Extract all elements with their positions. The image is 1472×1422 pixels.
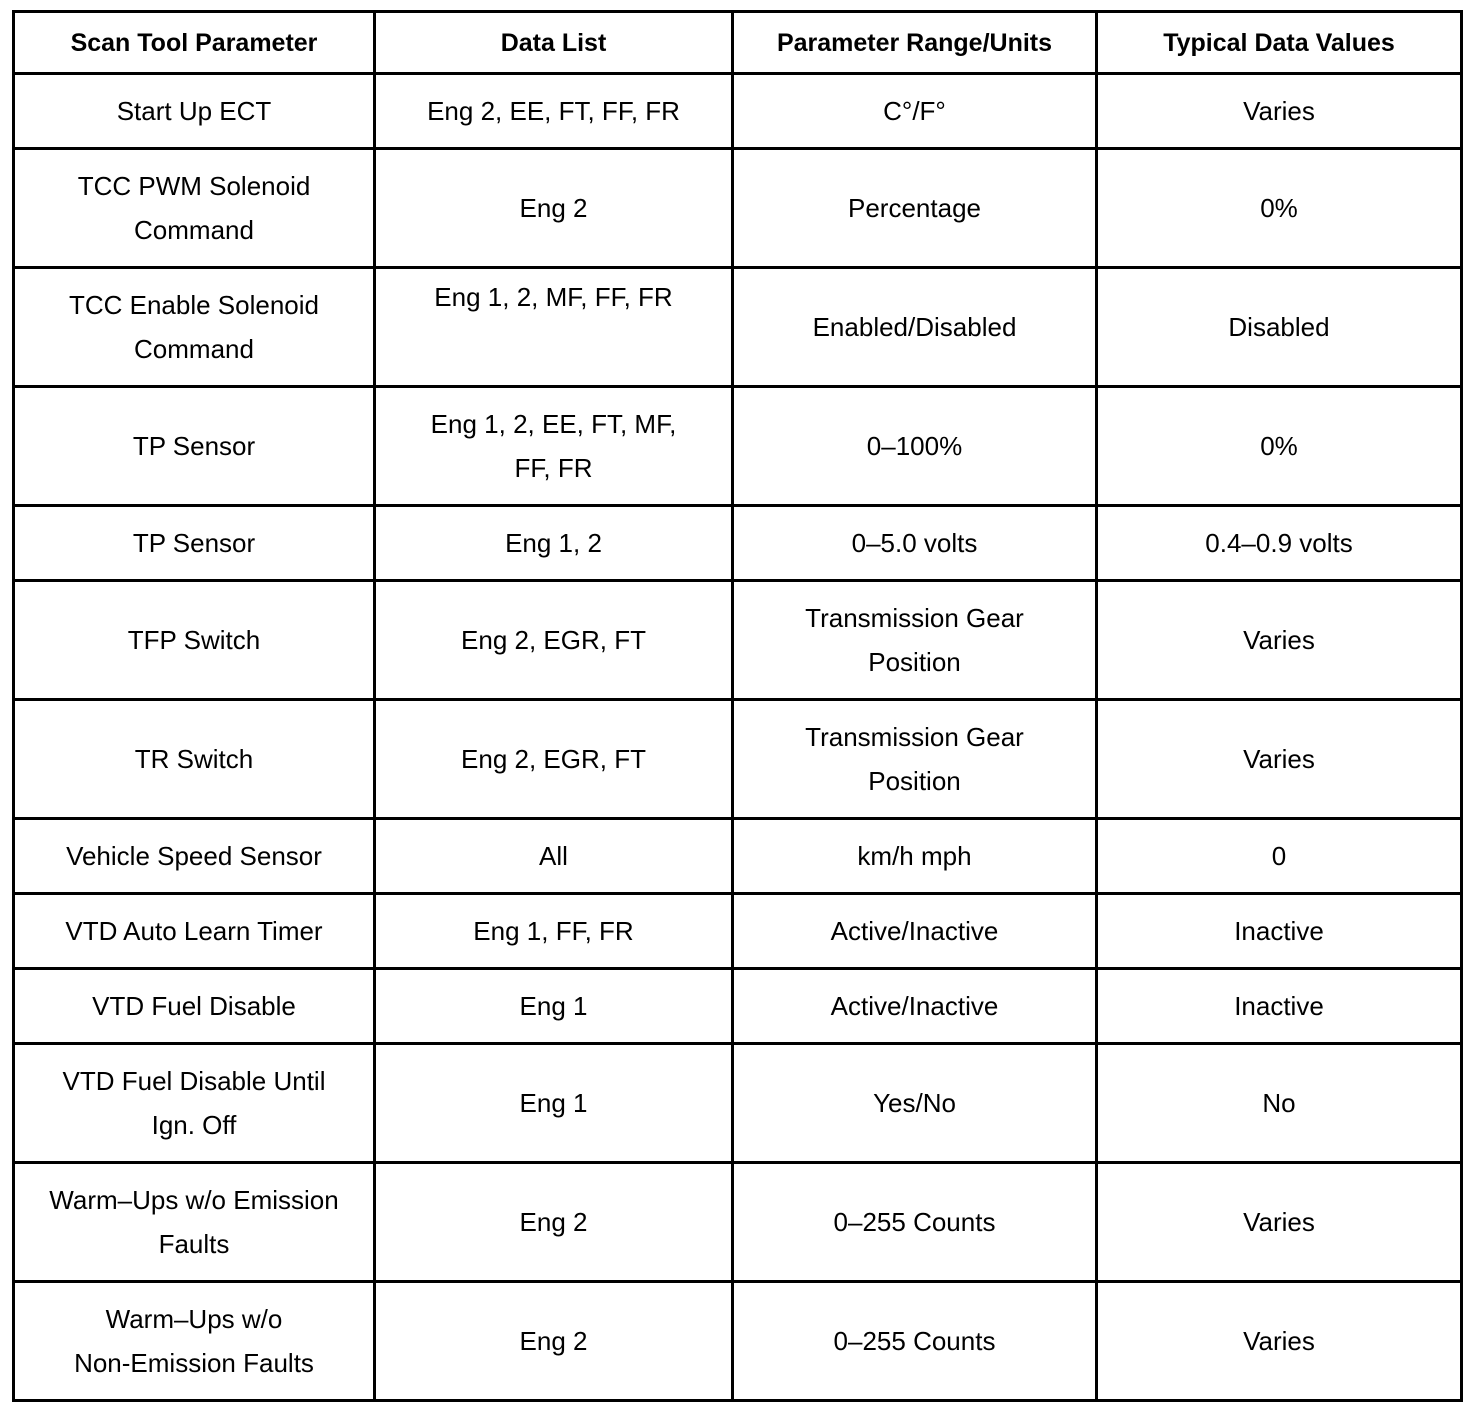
cell-data-list-line: Eng 1, FF, FR (473, 916, 634, 946)
cell-parameter-range-units (733, 1044, 1097, 1163)
cell-typical-data-value-line: Varies (1243, 744, 1315, 774)
cell-scan-tool-parameter-line: TP Sensor (132, 528, 256, 558)
cell-scan-tool-parameter-line: VTD Auto Learn Timer (65, 916, 323, 946)
cell-scan-tool-parameter (14, 74, 375, 149)
cell-parameter-range-units (733, 1282, 1097, 1401)
cell-parameter-range-units-line: km/h mph (857, 841, 972, 871)
cell-scan-tool-parameter (14, 387, 375, 506)
cell-typical-data-value (1097, 506, 1462, 581)
cell-data-list (375, 581, 733, 700)
cell-parameter-range-units (733, 149, 1097, 268)
cell-data-list-line: Eng 1, 2, MF, FF, FR (434, 282, 673, 312)
cell-scan-tool-parameter-line: Command (134, 215, 254, 245)
cell-scan-tool-parameter-line: TCC Enable Solenoid (68, 290, 320, 320)
table-row (14, 268, 1462, 387)
cell-scan-tool-parameter (14, 894, 375, 969)
table-row (14, 581, 1462, 700)
cell-parameter-range-units-line: Active/Inactive (830, 991, 999, 1021)
cell-data-list (375, 387, 733, 506)
table-row (14, 819, 1462, 894)
cell-parameter-range-units-line: 0–5.0 volts (851, 528, 978, 558)
cell-parameter-range-units (733, 268, 1097, 387)
cell-typical-data-value-line: Varies (1243, 625, 1315, 655)
cell-typical-data-value (1097, 1282, 1462, 1401)
cell-typical-data-value-line: 0% (1260, 193, 1298, 223)
header-data-list: Data List (375, 12, 733, 74)
cell-data-list-line: Eng 2 (519, 193, 588, 223)
cell-typical-data-value (1097, 819, 1462, 894)
cell-data-list-line: Eng 1, 2 (505, 528, 602, 558)
table-row (14, 506, 1462, 581)
cell-typical-data-value (1097, 894, 1462, 969)
cell-scan-tool-parameter-line: Faults (158, 1229, 230, 1259)
cell-data-list (375, 969, 733, 1044)
cell-typical-data-value-line: Varies (1243, 96, 1315, 126)
header-parameter-range-units: Parameter Range/Units (733, 12, 1097, 74)
scan-tool-parameter-table (12, 10, 1463, 1402)
header-row (14, 12, 1462, 74)
cell-data-list-line: Eng 2 (519, 1326, 588, 1356)
cell-typical-data-value-line: Varies (1243, 1207, 1315, 1237)
cell-parameter-range-units-line: Transmission Gear (805, 722, 1024, 752)
cell-typical-data-value-line: Inactive (1234, 991, 1324, 1021)
table-row (14, 894, 1462, 969)
table-row (14, 969, 1462, 1044)
cell-scan-tool-parameter-line: TP Sensor (132, 431, 256, 461)
cell-scan-tool-parameter-line: TCC PWM Solenoid (77, 171, 311, 201)
cell-parameter-range-units-line: Enabled/Disabled (812, 312, 1017, 342)
cell-scan-tool-parameter (14, 581, 375, 700)
cell-scan-tool-parameter-line: Non-Emission Faults (74, 1348, 314, 1378)
cell-typical-data-value (1097, 149, 1462, 268)
cell-data-list (375, 894, 733, 969)
cell-typical-data-value-line: Disabled (1228, 312, 1330, 342)
cell-data-list (375, 149, 733, 268)
cell-typical-data-value (1097, 969, 1462, 1044)
cell-scan-tool-parameter (14, 1044, 375, 1163)
cell-typical-data-value-line: 0% (1260, 431, 1298, 461)
cell-parameter-range-units (733, 700, 1097, 819)
header-typical-data-values: Typical Data Values (1097, 12, 1462, 74)
cell-parameter-range-units (733, 819, 1097, 894)
table-row (14, 387, 1462, 506)
cell-scan-tool-parameter (14, 1163, 375, 1282)
cell-data-list-line: FF, FR (514, 453, 593, 483)
cell-typical-data-value-line: No (1262, 1088, 1296, 1118)
cell-parameter-range-units-line: Active/Inactive (830, 916, 999, 946)
cell-parameter-range-units (733, 1163, 1097, 1282)
cell-parameter-range-units-line: Position (868, 647, 961, 677)
cell-data-list-line: Eng 1, 2, EE, FT, MF, (430, 409, 677, 439)
cell-data-list (375, 74, 733, 149)
cell-typical-data-value (1097, 581, 1462, 700)
table-row (14, 74, 1462, 149)
cell-scan-tool-parameter (14, 149, 375, 268)
cell-typical-data-value (1097, 74, 1462, 149)
cell-typical-data-value (1097, 268, 1462, 387)
cell-typical-data-value (1097, 1044, 1462, 1163)
cell-typical-data-value-line: Inactive (1234, 916, 1324, 946)
cell-data-list (375, 819, 733, 894)
cell-data-list-line: Eng 2 (519, 1207, 588, 1237)
cell-scan-tool-parameter (14, 506, 375, 581)
cell-scan-tool-parameter (14, 969, 375, 1044)
table-row (14, 1044, 1462, 1163)
cell-data-list (375, 1163, 733, 1282)
cell-data-list (375, 1282, 733, 1401)
cell-parameter-range-units-line: C°/F° (883, 96, 946, 126)
cell-typical-data-value-line: Varies (1243, 1326, 1315, 1356)
cell-parameter-range-units (733, 581, 1097, 700)
cell-scan-tool-parameter-line: TFP Switch (127, 625, 261, 655)
cell-data-list (375, 1044, 733, 1163)
cell-data-list-line: Eng 1 (519, 991, 588, 1021)
cell-scan-tool-parameter-line: TR Switch (134, 744, 254, 774)
cell-scan-tool-parameter-line: VTD Fuel Disable Until (62, 1066, 326, 1096)
table-row (14, 700, 1462, 819)
cell-typical-data-value (1097, 387, 1462, 506)
cell-scan-tool-parameter-line: Start Up ECT (116, 96, 272, 126)
cell-parameter-range-units-line: Yes/No (873, 1088, 956, 1118)
cell-data-list (375, 506, 733, 581)
cell-parameter-range-units (733, 387, 1097, 506)
cell-parameter-range-units-line: Percentage (848, 193, 981, 223)
cell-scan-tool-parameter (14, 700, 375, 819)
cell-typical-data-value (1097, 1163, 1462, 1282)
cell-parameter-range-units (733, 74, 1097, 149)
cell-scan-tool-parameter-line: Warm–Ups w/o Emission (49, 1185, 339, 1215)
cell-typical-data-value-line: 0 (1271, 841, 1287, 871)
cell-typical-data-value (1097, 700, 1462, 819)
cell-scan-tool-parameter-line: Warm–Ups w/o (105, 1304, 283, 1334)
table-row (14, 1282, 1462, 1401)
cell-data-list-line: Eng 2, EE, FT, FF, FR (427, 96, 680, 126)
cell-data-list (375, 268, 733, 387)
cell-data-list (375, 700, 733, 819)
table-row (14, 1163, 1462, 1282)
cell-scan-tool-parameter-line: Vehicle Speed Sensor (66, 841, 322, 871)
cell-scan-tool-parameter (14, 1282, 375, 1401)
cell-parameter-range-units-line: Transmission Gear (805, 603, 1024, 633)
header-scan-tool-parameter: Scan Tool Parameter (14, 12, 375, 74)
cell-parameter-range-units (733, 894, 1097, 969)
cell-parameter-range-units (733, 506, 1097, 581)
cell-data-list-line: Eng 1 (519, 1088, 588, 1118)
cell-scan-tool-parameter (14, 819, 375, 894)
cell-data-list-line: All (539, 841, 568, 871)
cell-data-list-line: Eng 2, EGR, FT (461, 625, 646, 655)
table-row (14, 149, 1462, 268)
cell-scan-tool-parameter-line: VTD Fuel Disable (92, 991, 296, 1021)
cell-data-list-line: Eng 2, EGR, FT (461, 744, 646, 774)
cell-parameter-range-units (733, 969, 1097, 1044)
cell-scan-tool-parameter-line: Ign. Off (151, 1110, 237, 1140)
cell-typical-data-value-line: 0.4–0.9 volts (1205, 528, 1353, 558)
cell-parameter-range-units-line: 0–100% (866, 431, 963, 461)
cell-parameter-range-units-line: Position (868, 766, 961, 796)
cell-scan-tool-parameter-line: Command (134, 334, 254, 364)
cell-scan-tool-parameter (14, 268, 375, 387)
cell-parameter-range-units-line: 0–255 Counts (833, 1326, 996, 1356)
cell-parameter-range-units-line: 0–255 Counts (833, 1207, 996, 1237)
